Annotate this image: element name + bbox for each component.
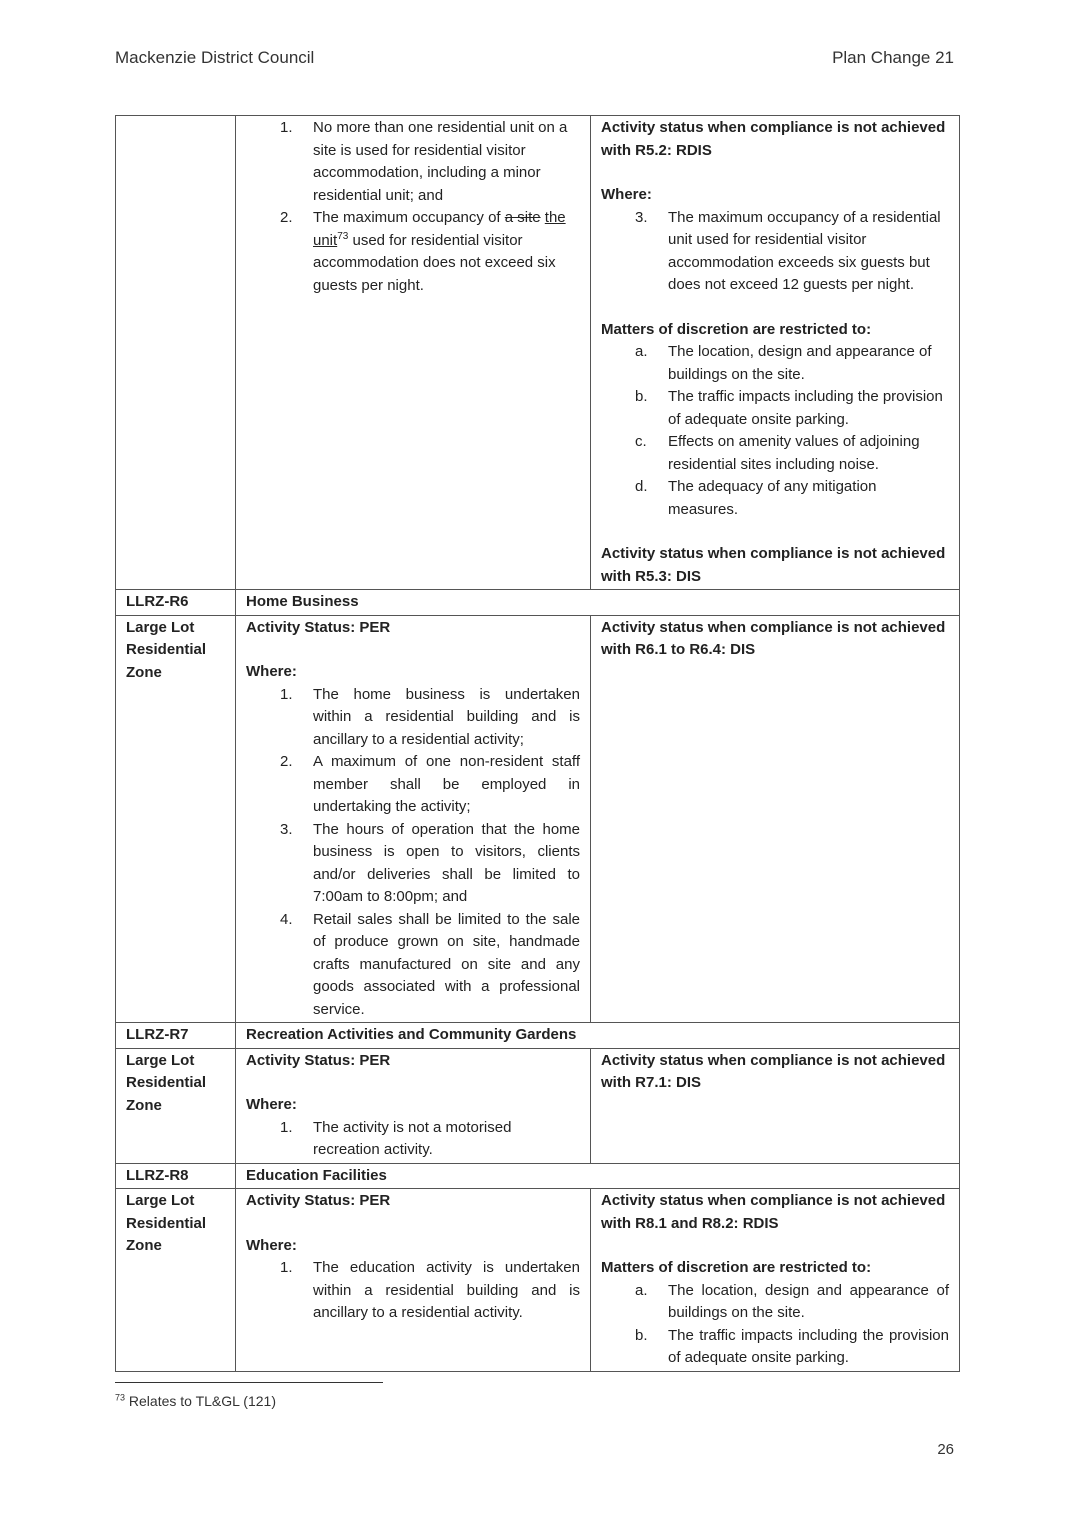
activity-status: Activity Status: PER — [246, 1192, 391, 1209]
footnote-text: Relates to TL&GL (121) — [128, 1393, 276, 1409]
criteria-list — [601, 207, 949, 297]
where-label: Where: — [601, 186, 652, 203]
activity-status-heading: Activity status when compliance is not achieved with R8.1 and R8.2: RDIS — [601, 1192, 946, 1232]
standards-cell — [236, 1189, 591, 1372]
list-number: 2. — [280, 209, 293, 226]
list-item — [246, 117, 580, 207]
rule-title: Recreation Activities and Community Gardens — [236, 1023, 960, 1049]
activity-status-heading: Activity status when compliance is not achieved with R5.3: DIS — [601, 545, 946, 585]
footnote-reference[interactable]: 73 — [337, 230, 349, 242]
footnote-separator — [115, 1382, 383, 1383]
rule-code: LLRZ-R6 — [116, 590, 236, 616]
rule-header-row — [116, 1163, 960, 1189]
activity-status-heading: Activity status when compliance is not achieved with R5.2: RDIS — [601, 119, 946, 159]
rule-title: Home Business — [236, 590, 960, 616]
inserted-text: the unit — [313, 209, 566, 249]
zone-cell: Large Lot Residential Zone — [116, 615, 236, 1023]
non-compliance-cell: Activity status when compliance is not achieved with R7.1: DIS — [591, 1048, 960, 1163]
activity-status: Activity Status: PER — [246, 1051, 391, 1069]
non-compliance-cell — [591, 116, 960, 590]
rule-code: LLRZ-R8 — [116, 1163, 236, 1189]
non-compliance-cell: Activity status when compliance is not achieved with R6.1 to R6.4: DIS — [591, 615, 960, 1023]
activity-status: Activity Status: PER — [246, 618, 391, 636]
matters-heading: Matters of discretion are restricted to: — [601, 1259, 872, 1276]
list-text: used for residential visitor accommodation does not exceed six guests per night. — [313, 231, 556, 294]
table-row-r5-continued — [116, 116, 960, 590]
list-item — [601, 207, 949, 297]
header-council-name: Mackenzie District Council — [115, 48, 315, 67]
page-number: 26 — [937, 1441, 954, 1458]
list-item: a. The location, design and appearance of buildings on the site. — [635, 343, 932, 383]
list-item: b. The traffic impacts including the provision of adequate onsite parking. — [635, 1326, 949, 1366]
list-item: a. The location, design and appearance of buildings on the site. — [635, 1281, 949, 1321]
rule-code: LLRZ-R7 — [116, 1023, 236, 1049]
table-row-r6 — [116, 615, 960, 1023]
list-item: 1. The home business is undertaken within a residential building and is ancillary to a residential activity; — [280, 685, 580, 748]
list-item: b. The traffic impacts including the provision of adequate onsite parking. — [635, 388, 943, 428]
matters-list — [601, 1280, 949, 1370]
list-item: 4. Retail sales shall be limited to the sale of produce grown on site, handmade crafts manufactured on site and any goods associated with a professional service. — [280, 910, 580, 1018]
footnote-number: 73 — [115, 1392, 126, 1403]
table-row-r8 — [116, 1189, 960, 1372]
list-item — [246, 207, 580, 297]
standards-list — [246, 1117, 580, 1162]
list-item: 2. A maximum of one non-resident staff member shall be employed in undertaking the activity; — [280, 753, 580, 815]
standards-list — [246, 684, 580, 1022]
table-row-r7 — [116, 1048, 960, 1163]
list-number: 1. — [280, 119, 293, 136]
non-compliance-cell — [591, 1189, 960, 1372]
matters-heading: Matters of discretion are restricted to: — [601, 320, 872, 338]
list-item: c. Effects on amenity values of adjoining residential sites including noise. — [635, 433, 920, 473]
rule-title: Education Facilities — [236, 1163, 960, 1189]
standards-cell — [236, 615, 591, 1023]
standards-cell — [236, 116, 591, 590]
list-item: 1. The education activity is undertaken within a residential building and is ancillary to a residential activity. — [280, 1259, 580, 1321]
standards-list — [246, 1257, 580, 1325]
standards-cell — [236, 1048, 591, 1163]
zone-cell: Large Lot Residential Zone — [116, 1048, 236, 1163]
list-text: The maximum occupancy of a residential unit used for residential visitor accommodation exceeds six guests but does not exceed 12 guests per night. — [668, 208, 941, 293]
rule-header-row — [116, 1023, 960, 1049]
where-label: Where: — [246, 1096, 297, 1113]
list-text: No more than one residential unit on a site is used for residential visitor accommodation, including a minor residential unit; and — [313, 119, 568, 204]
rules-table — [115, 115, 960, 1372]
list-item: d. The adequacy of any mitigation measures. — [635, 478, 877, 518]
list-text: The maximum occupancy of — [313, 209, 505, 226]
matters-list — [601, 341, 949, 521]
standards-list — [246, 117, 580, 297]
where-label: Where: — [246, 1236, 297, 1254]
header-plan-change: Plan Change 21 — [832, 48, 954, 67]
zone-cell: Large Lot Residential Zone — [116, 1189, 236, 1372]
rule-header-row — [116, 590, 960, 616]
list-number: 3. — [635, 208, 648, 226]
where-label: Where: — [246, 663, 297, 680]
list-item: 3. The hours of operation that the home business is open to visitors, clients and/or deliveries shall be limited to 7:00am to 8:00pm; and — [280, 820, 580, 905]
struck-text: a site — [504, 209, 541, 226]
list-item: 1. The activity is not a motorised recreation activity. — [280, 1118, 512, 1158]
footnote — [115, 1393, 276, 1409]
zone-cell-empty — [116, 116, 236, 590]
